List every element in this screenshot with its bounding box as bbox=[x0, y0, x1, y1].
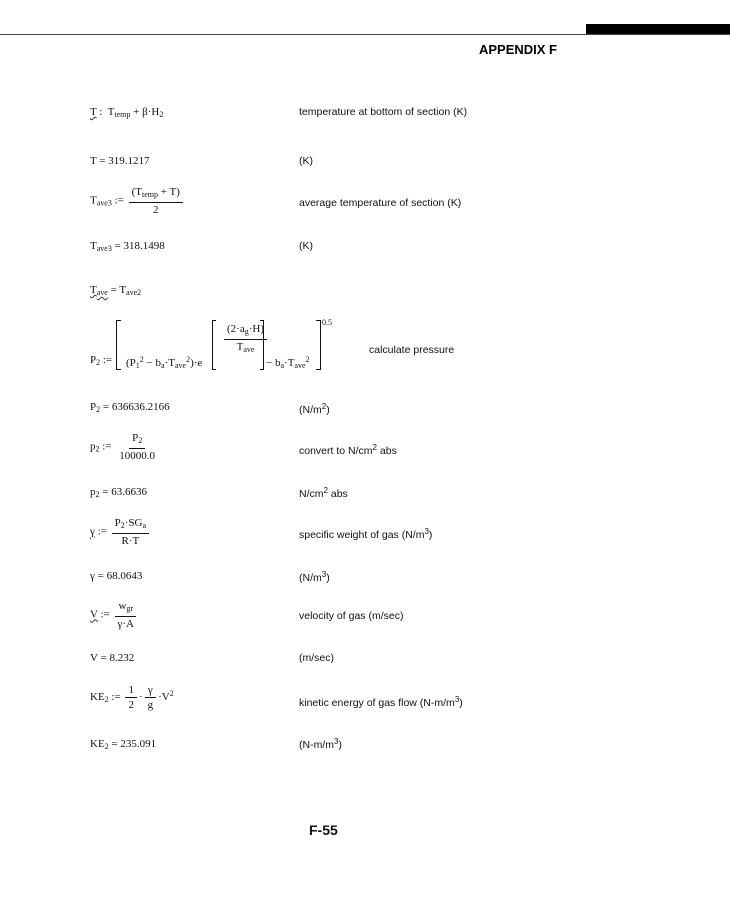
fraction-gamma: $\frac{P_2\cdot SG_a}{R\cdot T}$ bbox=[112, 517, 149, 547]
exponent-fraction: $\frac{(2\cdot a_g\cdot H)}{T_{ave}}$ bbox=[222, 323, 269, 356]
desc-convert-n-cm2: convert to $N/cm^2$ abs bbox=[299, 443, 397, 457]
desc-specific-weight: specific weight of gas $(N/m^3)$ bbox=[299, 527, 433, 541]
eq-p2-value: $P_2 = 636636.2166$ bbox=[90, 401, 170, 414]
eq-v-definition: V := $\frac{w_{gr}}{\gamma\cdot A}$ bbox=[90, 600, 139, 630]
eq-gamma-value: γ = 68.0643 bbox=[90, 570, 143, 582]
desc-unit-k-2: (K) bbox=[299, 240, 313, 252]
desc-velocity-gas: velocity of gas (m/sec) bbox=[299, 610, 404, 622]
eq-tave3-value: $T_{ave3} = 318.1498$ bbox=[90, 240, 165, 253]
eq-p2-tail: − $b_a\cdot T_{ave}^2$ bbox=[266, 355, 310, 370]
eq-gamma-definition: γ := $\frac{P_2\cdot SG_a}{R\cdot T}$ bbox=[90, 517, 151, 547]
eq-p2-body: $(P_1^2 - b_a\cdot T_{ave}^2)\cdot e$ bbox=[126, 355, 203, 370]
page-number: F-55 bbox=[309, 822, 338, 838]
var-t: T bbox=[90, 106, 97, 118]
desc-unit-n-m2: $(N/m^2)$ bbox=[299, 402, 330, 416]
desc-unit-k-1: (K) bbox=[299, 155, 313, 167]
fraction-gamma-g: $\frac{\gamma}{g}$ bbox=[145, 684, 157, 711]
eq-ke-value: $KE_2 = 235.091$ bbox=[90, 738, 157, 751]
fraction-velocity: $\frac{w_{gr}}{\gamma\cdot A}$ bbox=[115, 600, 137, 630]
fraction-p2: $\frac{P_2}{10000.0}$ bbox=[119, 432, 156, 462]
eq-p2-convert: $p_2$ := $\frac{P_2}{10000.0}$ bbox=[90, 432, 160, 462]
eq-tave3-definition: $T_{ave3}$ := $\frac{(T_{temp} + T)}{2}$ bbox=[90, 186, 185, 216]
desc-average-temperature: average temperature of section (K) bbox=[299, 197, 462, 209]
desc-calculate-pressure: calculate pressure bbox=[369, 344, 455, 356]
desc-n-cm2-abs: $N/cm^2$ abs bbox=[299, 486, 348, 500]
outer-bracket-right bbox=[316, 320, 321, 370]
eq-p2-small-value: $p_2 = 63.6636$ bbox=[90, 486, 147, 499]
eq-tave-assign: $T_{ave} = T_{ave2}$ bbox=[90, 284, 142, 297]
eq-t-value: T = 319.1217 bbox=[90, 155, 150, 167]
eq-t-definition: T : $T_{temp} + \beta\cdot H_2$ bbox=[90, 106, 164, 119]
desc-unit-m-sec: (m/sec) bbox=[299, 652, 334, 664]
desc-kinetic-energy: kinetic energy of gas flow $(N-m/m^3)$ bbox=[299, 695, 463, 709]
header-rule bbox=[0, 34, 730, 35]
outer-bracket-left bbox=[116, 320, 121, 370]
fraction-half: $\frac{1}{2}$ bbox=[125, 684, 137, 711]
eq-p2-definition: $P_2$ := bbox=[90, 354, 113, 367]
eq-v-value: V = 8.232 bbox=[90, 652, 135, 664]
desc-unit-n-m-m3: $(N-m/m^3)$ bbox=[299, 737, 342, 751]
desc-unit-n-m3-1: $(N/m^3)$ bbox=[299, 570, 330, 584]
appendix-title: APPENDIX F bbox=[478, 42, 557, 57]
desc-temperature-bottom: temperature at bottom of section (K) bbox=[299, 106, 468, 118]
inner-bracket-left bbox=[212, 320, 216, 370]
eq-ke-definition: $KE_2$ := $\frac{1}{2}$ · $\frac{\gamma}{g}$ $\cdot V^2$ bbox=[90, 684, 174, 711]
exponent-power: 0.5 bbox=[322, 318, 332, 327]
fraction-tave3: $\frac{(T_{temp} + T)}{2}$ bbox=[129, 186, 183, 216]
